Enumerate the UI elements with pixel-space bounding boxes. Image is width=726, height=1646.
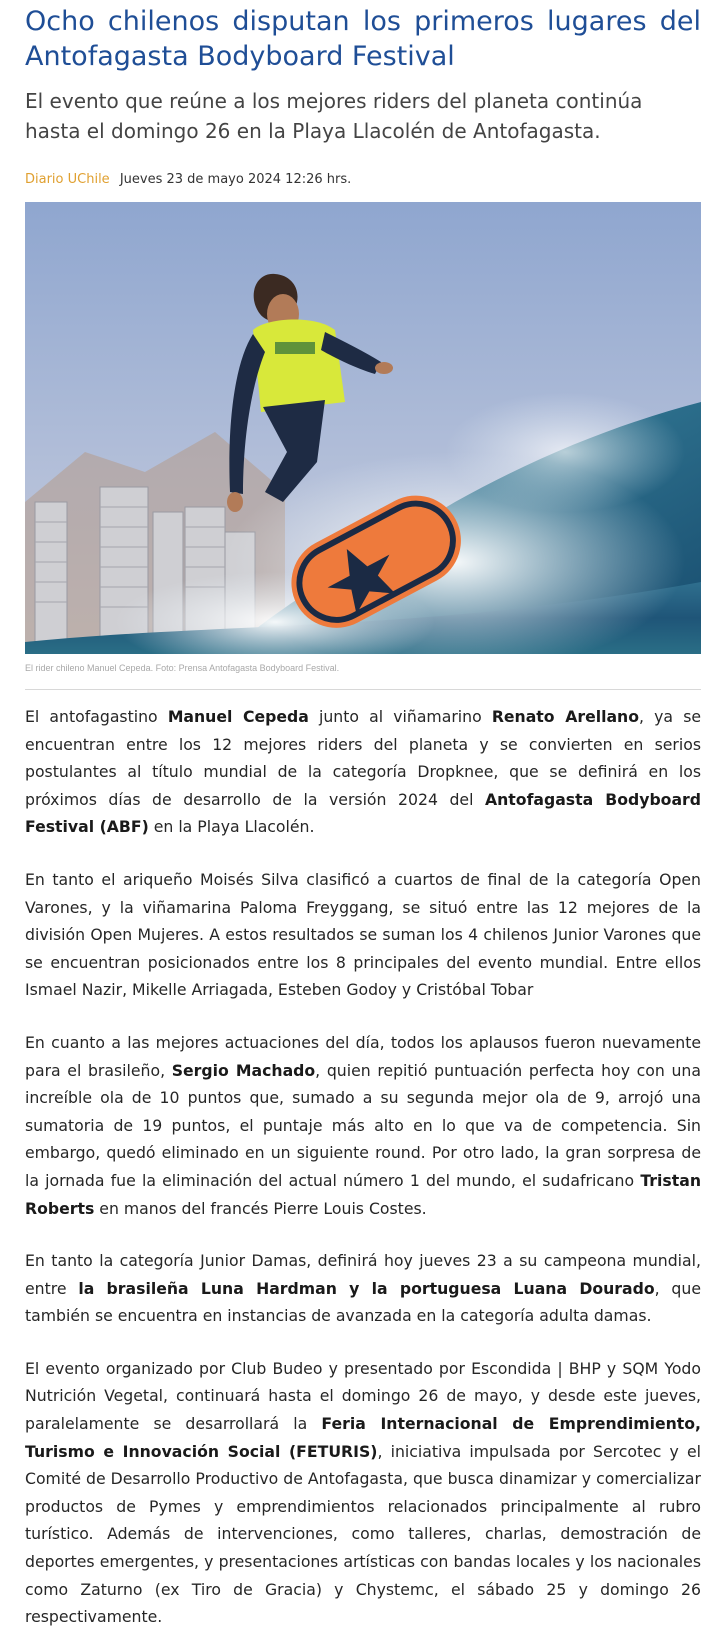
- text-span: El evento organizado por Club Budeo y presentado por Escondida | BHP y SQM Yodo Nutrición Vegetal, continuará hasta el domingo 26 de mayo, y desde este jueves, paralelamente se desarrollará la: [25, 1358, 701, 1434]
- bold-text: Renato Arellano: [491, 707, 640, 726]
- article-body: [25, 703, 701, 1631]
- paragraph-3: [25, 1029, 701, 1222]
- bold-text: Sergio Machado: [171, 1060, 316, 1080]
- text-span: , iniciativa impulsada por Sercotec y el Comité de Desarrollo Productivo de Antofagasta, que busca dinamizar y comercializar productos de Pymes y emprendimientos relacionados principalmente al rubro turístico. Además de intervenciones, como talleres, charlas, demostración de deportes emergentes, y presentaciones artísticas con bandas locales y los nacionales como Zaturno (ex Tiro de Gracia) y Chystemc, el sábado 25 y domingo 26 respectivamente.: [25, 1441, 701, 1627]
- text-span: El antofagastino: [25, 707, 168, 726]
- photo-caption: El rider chileno Manuel Cepeda. Foto: Prensa Antofagasta Bodyboard Festival.: [25, 663, 340, 673]
- divider: [25, 689, 701, 690]
- text-span: junto al viñamarino: [308, 707, 492, 726]
- paragraph-4: [25, 1247, 701, 1330]
- article-subtitle: El evento que reúne a los mejores riders del planeta continúa hasta el domingo 26 en la Playa Llacolén de Antofagasta.: [25, 89, 643, 143]
- article-photo: [25, 202, 701, 654]
- paragraph-5: [25, 1355, 701, 1631]
- paragraph-1: [25, 703, 701, 841]
- text-span: , ya se encuentran entre los 12 mejores riders del planeta y se convierten en serios postulantes al título mundial de la categoría Dropknee, que se definirá en los próximos días de desarrollo de la versión 2024 del: [25, 707, 702, 809]
- paragraph-2: En tanto el ariqueño Moisés Silva clasificó a cuartos de final de la categoría Open Varones, y la viñamarina Paloma Freyggang, se situó entre las 12 mejores de la división Open Mujeres. A estos resultados se suman los 4 chilenos Junior Varones que se encuentran posicionados entre los 8 principales del evento mundial. Entre ellos Ismael Nazir, Mikelle Arriagada, Esteben Godoy y Cristóbal Tobar: [25, 869, 701, 1000]
- text-span: en la Playa Llacolén.: [148, 817, 315, 837]
- bold-text: Antofagasta Bodyboard Festival (ABF): [25, 789, 702, 837]
- publish-date: Jueves 23 de mayo 2024 12:26 hrs.: [119, 172, 352, 187]
- source-link[interactable]: Diario UChile: [25, 172, 110, 187]
- text-span: En cuanto a las mejores actuaciones del día, todos los aplausos fueron nuevamente para el brasileño,: [25, 1032, 701, 1080]
- text-span: , que también se encuentra en instancias de avanzada en la categoría adulta damas.: [25, 1278, 701, 1326]
- bold-text: Tristan Roberts: [25, 1170, 701, 1218]
- article: [0, 4, 726, 1631]
- text-span: , quien repitió puntuación perfecta hoy con una increíble ola de 10 puntos que, sumado a su segunda mejor ola de 9, arrojó una sumatoria de 19 puntos, el puntaje más alto en lo que va de competencia. Sin embargo, quedó eliminado en un siguiente round. Por otro lado, la gran sorpresa de la jornada fue la eliminación del actual número 1 del mundo, el sudafricano: [25, 1060, 701, 1190]
- text-span: en manos del francés Pierre Louis Costes.: [94, 1198, 427, 1218]
- text-span: En tanto la categoría Junior Damas, definirá hoy jueves 23 a su campeona mundial, entre: [25, 1251, 701, 1298]
- article-title: Ocho chilenos disputan los primeros lugares del Antofagasta Bodyboard Festival: [25, 6, 701, 72]
- bold-text: Feria Internacional de Emprendimiento, Turismo e Innovación Social (FETURIS): [25, 1414, 702, 1461]
- bold-text: la brasileña Luna Hardman y la portuguesa Luana Dourado: [78, 1278, 655, 1298]
- article-meta: [25, 170, 701, 190]
- bold-text: Manuel Cepeda: [167, 707, 309, 726]
